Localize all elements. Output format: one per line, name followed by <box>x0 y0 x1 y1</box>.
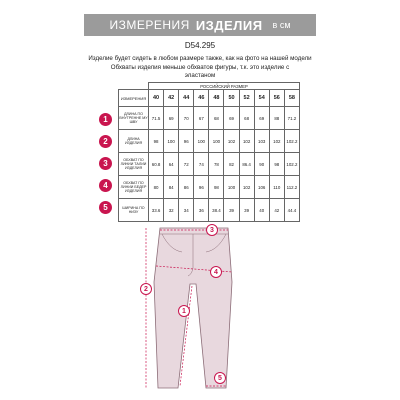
table-cell: 98 <box>209 176 224 199</box>
table-cell: 98 <box>269 153 284 176</box>
table-cell: 36 <box>194 199 209 222</box>
row-label: ОБХВАТ ПО ЛИНИИ ТАЛИИ ИЗДЕЛИЯ <box>119 153 149 176</box>
table-row <box>119 153 300 176</box>
table-cell: 68 <box>209 107 224 130</box>
table-cell: 78 <box>209 153 224 176</box>
table-cell: 100 <box>164 130 179 153</box>
size-col: 54 <box>254 90 269 107</box>
table-row <box>119 199 300 222</box>
table-cell: 40 <box>254 199 269 222</box>
table-cell: 96 <box>179 130 194 153</box>
table-cell: 106 <box>254 176 269 199</box>
table-cell: 84 <box>164 176 179 199</box>
title-word-garment: ИЗДЕЛИЯ <box>195 17 263 33</box>
table-cell: 100 <box>224 176 239 199</box>
table-cell: 96 <box>194 176 209 199</box>
diagram-marker-1: 1 <box>178 305 190 317</box>
table-cell: 90 <box>254 153 269 176</box>
diagram-marker-4: 4 <box>210 266 222 278</box>
table-row <box>119 107 300 130</box>
row-badge-1: 1 <box>99 113 112 126</box>
fit-note-2: Обхваты изделия меньше обхватов фигуры, т.к. это изделие с <box>110 64 290 71</box>
table-cell: 70 <box>179 107 194 130</box>
diagram-marker-2: 2 <box>140 283 152 295</box>
row-label: ДЛИНА ПО ВНУТРЕННЕ МУ ШВУ <box>119 107 149 130</box>
table-cell: 102 <box>239 130 254 153</box>
row-badge-3: 3 <box>99 157 112 170</box>
size-col: 40 <box>149 90 164 107</box>
table-cell: 34 <box>179 199 194 222</box>
table-cell: 71.2 <box>284 107 299 130</box>
table-cell: 86.4 <box>239 153 254 176</box>
table-cell: 80 <box>149 176 164 199</box>
table-cell: 68 <box>239 107 254 130</box>
table-cell: 100 <box>209 130 224 153</box>
row-label: ШИРИНА ПО НИЗУ <box>119 199 149 222</box>
table-cell: 102 <box>224 130 239 153</box>
size-table <box>118 82 300 222</box>
table-cell: 60.8 <box>149 153 164 176</box>
row-label: ОБХВАТ ПО ЛИНИИ БЕДЕР ИЗДЕЛИЯ <box>119 176 149 199</box>
table-cell: 102.2 <box>284 153 299 176</box>
table-cell: 71.5 <box>149 107 164 130</box>
table-cell: 39 <box>224 199 239 222</box>
table-cell: 69 <box>254 107 269 130</box>
table-cell: 32 <box>164 199 179 222</box>
title-unit: в см <box>272 20 291 30</box>
table-cell: 42 <box>269 199 284 222</box>
title-word-measurements: ИЗМЕРЕНИЯ <box>109 18 190 32</box>
table-cell: 102 <box>269 130 284 153</box>
size-col: 44 <box>179 90 194 107</box>
row-label: ДЛИНА ИЗДЕЛИЯ <box>119 130 149 153</box>
table-cell: 102.2 <box>284 130 299 153</box>
size-col: 48 <box>209 90 224 107</box>
table-cell: 39 <box>239 199 254 222</box>
size-col: 42 <box>164 90 179 107</box>
row-badge-4: 4 <box>99 179 112 192</box>
table-cell: 64 <box>164 153 179 176</box>
ru-size-label: РОССИЙСКИЙ РАЗМЕР <box>149 83 300 90</box>
table-cell: 69 <box>224 107 239 130</box>
table-cell: 110 <box>269 176 284 199</box>
row-badge-2: 2 <box>99 135 112 148</box>
table-row <box>119 176 300 199</box>
size-col: 58 <box>284 90 299 107</box>
fit-note-1: Изделие будет сидеть в любом размере также, как на фото на нашей модели <box>88 55 312 62</box>
table-cell: 88 <box>269 107 284 130</box>
fit-note-3: эластаном <box>184 72 216 79</box>
diagram-marker-3: 3 <box>206 224 218 236</box>
measurements-header: ИЗМЕРЕНИЯ <box>119 90 149 107</box>
table-cell: 74 <box>194 153 209 176</box>
table-cell: 44.4 <box>284 199 299 222</box>
size-col: 56 <box>269 90 284 107</box>
table-cell: 69 <box>164 107 179 130</box>
ru-size-row <box>119 83 300 90</box>
table-cell: 72 <box>179 153 194 176</box>
size-col: 52 <box>239 90 254 107</box>
size-col: 50 <box>224 90 239 107</box>
table-cell: 112.2 <box>284 176 299 199</box>
jeans-diagram <box>140 222 250 392</box>
table-cell: 100 <box>194 130 209 153</box>
table-cell: 102 <box>239 176 254 199</box>
title-banner <box>84 14 316 36</box>
product-code: D54.295 <box>184 41 216 50</box>
table-cell: 33.6 <box>149 199 164 222</box>
size-col: 46 <box>194 90 209 107</box>
table-cell: 98 <box>149 130 164 153</box>
row-badge-5: 5 <box>99 201 112 214</box>
table-cell: 82 <box>224 153 239 176</box>
table-cell: 103 <box>254 130 269 153</box>
diagram-marker-5: 5 <box>214 372 226 384</box>
size-header-row <box>119 90 300 107</box>
table-cell: 86 <box>179 176 194 199</box>
table-row <box>119 130 300 153</box>
table-cell: 38.4 <box>209 199 224 222</box>
table-cell: 67 <box>194 107 209 130</box>
